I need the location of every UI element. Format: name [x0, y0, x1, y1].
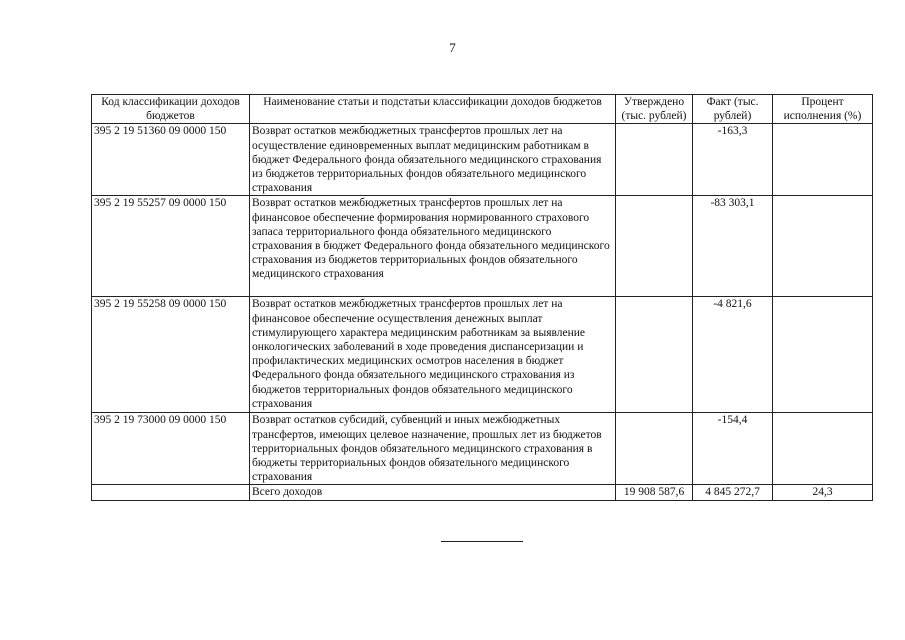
- row-percent: [773, 124, 873, 196]
- revenue-table: [91, 94, 873, 501]
- row-name: Возврат остатков межбюджетных трансфертов прошлых лет на финансовое обеспечение формирования нормированного страхового запаса территориального фонда обязательного медицинского страхования в бюджет Федерального фонда обязательного медицинского страхования из бюджетов территориальных фондов обязательного медицинского страхования: [250, 196, 616, 297]
- row-fact: -154,4: [693, 413, 773, 485]
- table-row: [92, 196, 873, 297]
- row-approved: [616, 413, 693, 485]
- table-row: [92, 124, 873, 196]
- row-percent: [773, 297, 873, 413]
- row-approved: [616, 297, 693, 413]
- row-code: 395 2 19 55258 09 0000 150: [92, 297, 250, 413]
- row-code: 395 2 19 55257 09 0000 150: [92, 196, 250, 297]
- row-name: Возврат остатков субсидий, субвенций и иных межбюджетных трансфертов, имеющих целевое назначение, прошлых лет из бюджетов территориальных фондов обязательного медицинского страхования в бюджеты территориальных фондов обязательного медицинского страхования: [250, 413, 616, 485]
- total-approved: 19 908 587,6: [616, 485, 693, 500]
- row-approved: [616, 196, 693, 297]
- table-row: [92, 413, 873, 485]
- header-percent: Процент исполнения (%): [773, 95, 873, 124]
- page-number: 7: [449, 40, 456, 55]
- table-row: [92, 297, 873, 413]
- total-label: Всего доходов: [250, 485, 616, 500]
- row-code: 395 2 19 51360 09 0000 150: [92, 124, 250, 196]
- row-code: 395 2 19 73000 09 0000 150: [92, 413, 250, 485]
- row-fact: -4 821,6: [693, 297, 773, 413]
- total-fact: 4 845 272,7: [693, 485, 773, 500]
- footer-divider: [441, 541, 523, 542]
- table-header-row: [92, 95, 873, 124]
- row-fact: -163,3: [693, 124, 773, 196]
- row-fact: -83 303,1: [693, 196, 773, 297]
- row-percent: [773, 196, 873, 297]
- total-percent: 24,3: [773, 485, 873, 500]
- row-percent: [773, 413, 873, 485]
- header-fact: Факт (тыс. рублей): [693, 95, 773, 124]
- header-code: Код классификации доходов бюджетов: [92, 95, 250, 124]
- row-approved: [616, 124, 693, 196]
- table-total-row: [92, 485, 873, 500]
- header-approved: Утверждено (тыс. рублей): [616, 95, 693, 124]
- header-name: Наименование статьи и подстатьи классификации доходов бюджетов: [250, 95, 616, 124]
- row-name: Возврат остатков межбюджетных трансфертов прошлых лет на финансовое обеспечение осуществления денежных выплат стимулирующего характера медицинским работникам за выявление онкологических заболеваний в ходе проведения диспансеризации и профилактических медицинских осмотров населения в бюджет Федерального фонда обязательного медицинского страхования из бюджетов территориальных фондов обязательного медицинского страхования: [250, 297, 616, 413]
- total-code: [92, 485, 250, 500]
- row-name: Возврат остатков межбюджетных трансфертов прошлых лет на осуществление единовременных выплат медицинским работникам в бюджет Федерального фонда обязательного медицинского страхования из бюджетов территориальных фондов обязательного медицинского страхования: [250, 124, 616, 196]
